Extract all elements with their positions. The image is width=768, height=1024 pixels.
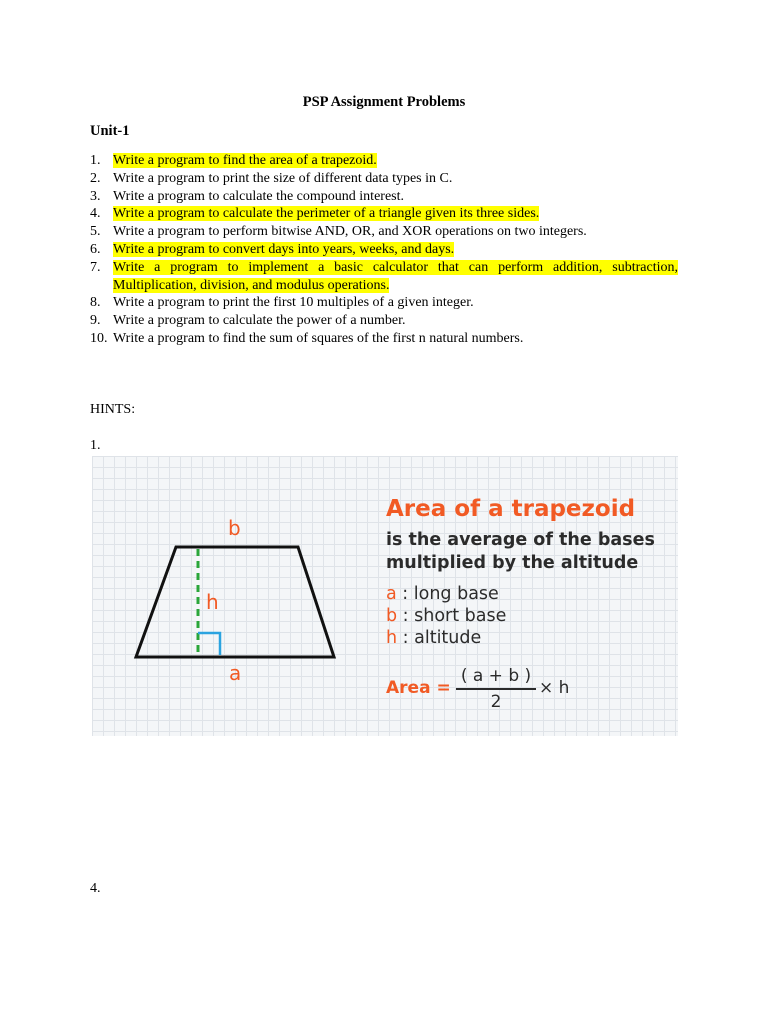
area-formula-fraction [456, 666, 536, 712]
unit-heading: Unit-1 [90, 123, 130, 139]
def-b-key: b [386, 606, 398, 626]
problem-text [113, 223, 678, 241]
problem-number: 7. [90, 259, 101, 275]
problem-number: 9. [90, 313, 101, 329]
plain-text: Write a program to print the size of different data types in C. [113, 170, 453, 186]
def-a [386, 584, 499, 604]
highlighted-text: Write a program to implement a basic calculator that can perform addition, subtraction, Multiplication, division, and modulus operations. [113, 259, 678, 293]
problem-list [90, 152, 678, 348]
def-h-desc: : altitude [397, 628, 482, 648]
problem-item [90, 259, 678, 295]
problem-text [113, 170, 678, 188]
right-angle-mark [198, 633, 220, 655]
problem-text [113, 294, 678, 312]
def-a-key: a [386, 584, 397, 604]
problem-item [90, 312, 678, 330]
problem-number: 8. [90, 295, 101, 311]
def-b [386, 606, 506, 626]
problem-number: 1. [90, 153, 101, 168]
problem-number: 2. [90, 170, 101, 186]
figure-subtitle-2: multiplied by the altitude [386, 553, 639, 573]
problem-text [113, 188, 678, 206]
highlighted-text: Write a program to find the area of a trapezoid. [113, 153, 377, 168]
plain-text: Write a program to find the sum of squares of the first n natural numbers. [113, 330, 524, 346]
formula-times-h: × h [539, 678, 570, 698]
problem-number: 6. [90, 241, 101, 257]
problem-text [113, 330, 678, 348]
problem-text [113, 259, 678, 295]
formula-numerator: ( a + b ) [456, 666, 536, 690]
plain-text: Write a program to print the first 10 multiples of a given integer. [113, 295, 474, 311]
def-b-desc: : short base [397, 606, 507, 626]
label-h: h [206, 590, 219, 614]
trapezoid-hint-image [92, 456, 678, 736]
problem-text [113, 312, 678, 330]
def-h [386, 628, 481, 648]
problem-item [90, 223, 678, 241]
problem-item [90, 205, 678, 223]
def-h-key: h [386, 628, 398, 648]
problem-item [90, 241, 678, 259]
hints-heading: HINTS: [90, 402, 136, 417]
formula-denominator: 2 [490, 692, 502, 712]
trapezoid-shape [136, 547, 334, 657]
problem-item [90, 294, 678, 312]
problem-number: 3. [90, 188, 101, 204]
problem-number: 5. [90, 224, 101, 240]
hint-number-4: 4. [90, 881, 101, 896]
problem-item [90, 330, 678, 348]
problem-number: 10. [90, 330, 108, 346]
label-b: b [228, 516, 241, 540]
plain-text: Write a program to perform bitwise AND, OR, and XOR operations on two integers. [113, 224, 587, 240]
figure-heading: Area of a trapezoid [386, 496, 636, 522]
hint-number-1: 1. [90, 438, 101, 453]
problem-text [113, 152, 678, 170]
area-formula-label: Area = [386, 678, 451, 698]
problem-item [90, 188, 678, 206]
highlighted-text: Write a program to convert days into years, weeks, and days. [113, 241, 455, 257]
figure-subtitle-1: is the average of the bases [386, 530, 655, 550]
problem-text [113, 205, 678, 223]
plain-text: Write a program to calculate the compound interest. [113, 188, 404, 204]
problem-number: 4. [90, 206, 101, 222]
label-a: a [229, 661, 242, 685]
document-title: PSP Assignment Problems [302, 94, 466, 110]
problem-item [90, 170, 678, 188]
problem-text [113, 241, 678, 259]
plain-text: Write a program to calculate the power of a number. [113, 313, 406, 329]
problem-item [90, 152, 678, 170]
highlighted-text: Write a program to calculate the perimeter of a triangle given its three sides. [113, 206, 540, 222]
def-a-desc: : long base [396, 584, 499, 604]
